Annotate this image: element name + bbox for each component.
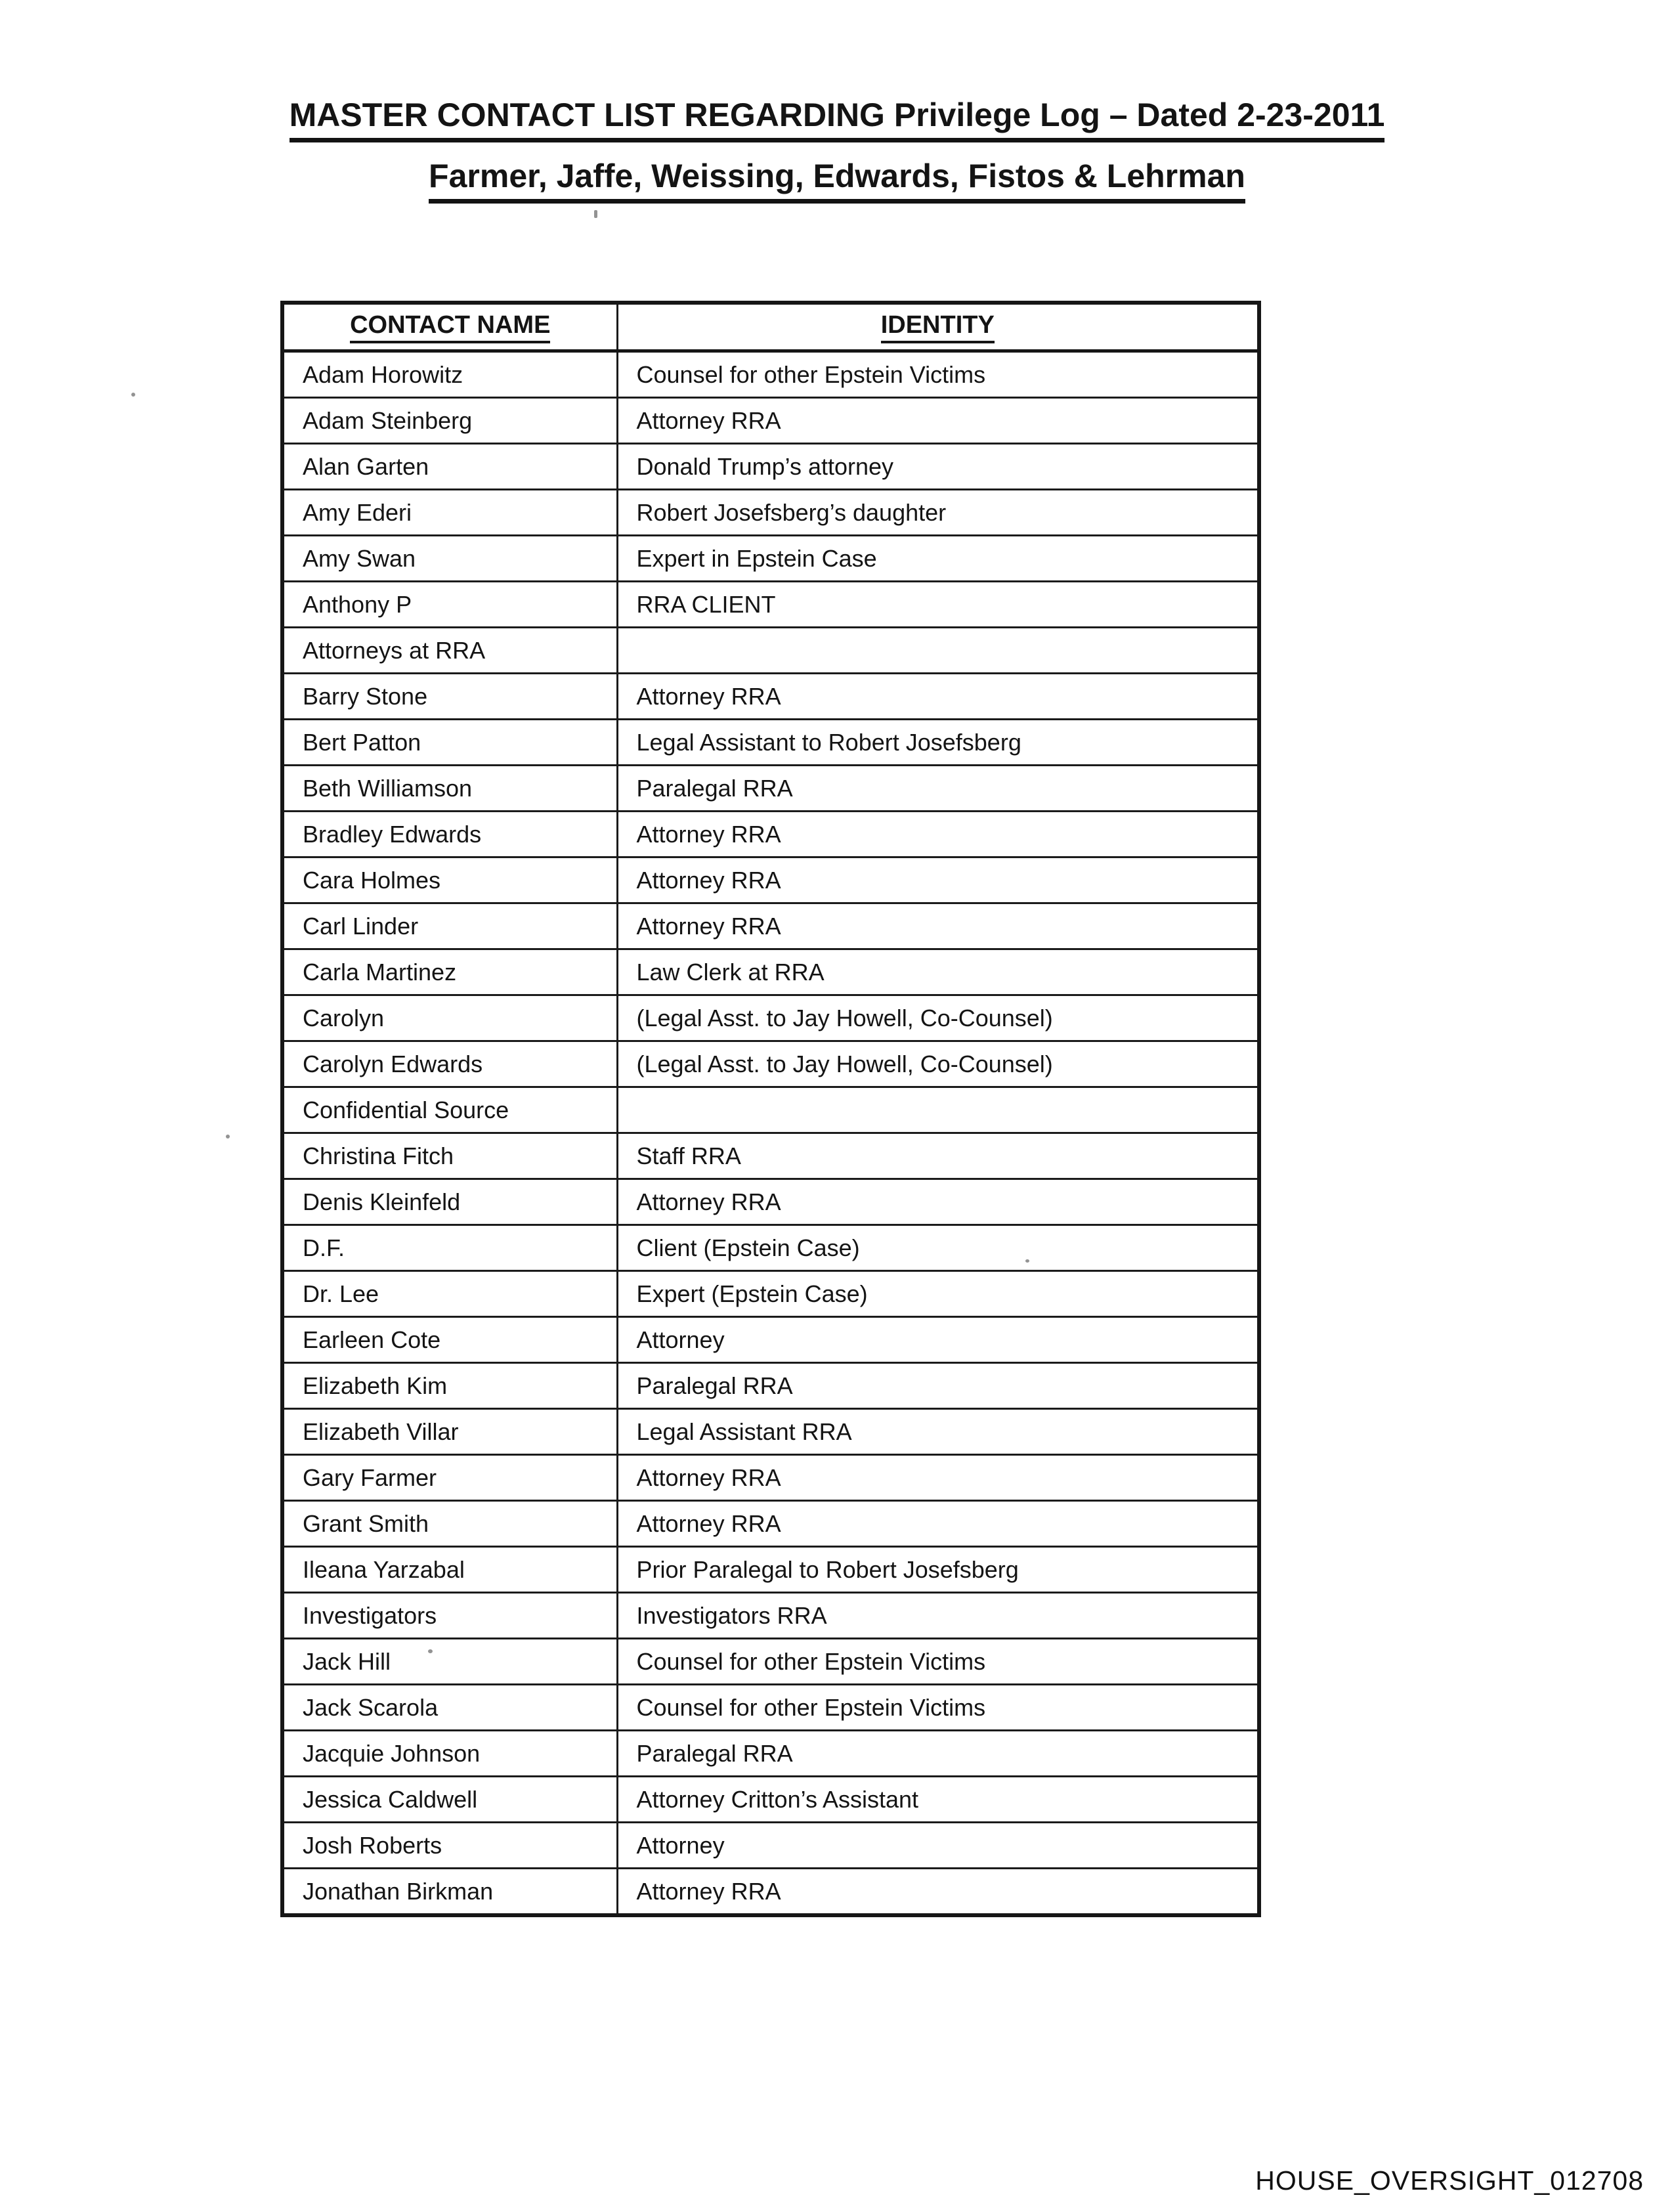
contact-name-cell: Cara Holmes: [282, 857, 617, 903]
contact-name-cell: Elizabeth Kim: [282, 1363, 617, 1409]
table-row: [282, 1317, 1259, 1363]
contact-name-cell: Jessica Caldwell: [282, 1777, 617, 1823]
identity-cell: Donald Trump’s attorney: [617, 444, 1259, 490]
table-row: [282, 1593, 1259, 1639]
page-title-line1: MASTER CONTACT LIST REGARDING Privilege Log – Dated 2-23-2011: [0, 96, 1674, 142]
identity-cell: Attorney RRA: [617, 1455, 1259, 1501]
table-row: [282, 1731, 1259, 1777]
identity-cell: Client (Epstein Case): [617, 1225, 1259, 1271]
identity-cell: (Legal Asst. to Jay Howell, Co-Counsel): [617, 1041, 1259, 1087]
identity-cell: Staff RRA: [617, 1133, 1259, 1179]
contact-name-cell: Amy Swan: [282, 536, 617, 582]
table-row: [282, 490, 1259, 536]
identity-cell: Law Clerk at RRA: [617, 949, 1259, 995]
table-row: [282, 398, 1259, 444]
identity-cell: Attorney RRA: [617, 1869, 1259, 1916]
identity-cell: RRA CLIENT: [617, 582, 1259, 628]
identity-cell: Paralegal RRA: [617, 1731, 1259, 1777]
contact-name-cell: Carolyn Edwards: [282, 1041, 617, 1087]
table-row: [282, 1087, 1259, 1133]
contact-name-cell: Jonathan Birkman: [282, 1869, 617, 1916]
identity-cell: Attorney: [617, 1823, 1259, 1869]
table-row: [282, 1869, 1259, 1916]
table-row: [282, 1547, 1259, 1593]
table-row: [282, 1639, 1259, 1685]
contact-name-cell: Earleen Cote: [282, 1317, 617, 1363]
identity-cell: Legal Assistant to Robert Josefsberg: [617, 720, 1259, 766]
identity-cell: Expert in Epstein Case: [617, 536, 1259, 582]
table-row: [282, 720, 1259, 766]
table-row: [282, 1271, 1259, 1317]
contact-name-cell: Carolyn: [282, 995, 617, 1041]
contact-name-cell: Bradley Edwards: [282, 812, 617, 857]
contact-name-cell: Adam Steinberg: [282, 398, 617, 444]
table-row: [282, 1777, 1259, 1823]
contact-name-cell: Jack Hill: [282, 1639, 617, 1685]
identity-cell: Prior Paralegal to Robert Josefsberg: [617, 1547, 1259, 1593]
identity-cell: Attorney: [617, 1317, 1259, 1363]
identity-cell: [617, 628, 1259, 674]
table-row: [282, 1409, 1259, 1455]
scan-speck: [428, 1649, 433, 1653]
scan-speck: [226, 1135, 230, 1139]
identity-cell: (Legal Asst. to Jay Howell, Co-Counsel): [617, 995, 1259, 1041]
identity-cell: [617, 1087, 1259, 1133]
table-row: [282, 812, 1259, 857]
contact-name-cell: Denis Kleinfeld: [282, 1179, 617, 1225]
table-row: [282, 1133, 1259, 1179]
identity-cell: Attorney RRA: [617, 1179, 1259, 1225]
contact-name-cell: Barry Stone: [282, 674, 617, 720]
contact-name-cell: Amy Ederi: [282, 490, 617, 536]
table-row: [282, 628, 1259, 674]
contact-name-cell: Ileana Yarzabal: [282, 1547, 617, 1593]
identity-cell: Counsel for other Epstein Victims: [617, 351, 1259, 398]
identity-cell: Counsel for other Epstein Victims: [617, 1639, 1259, 1685]
header-cell-contact-name: CONTACT NAME: [282, 303, 617, 351]
scan-speck: [131, 393, 135, 397]
identity-cell: Investigators RRA: [617, 1593, 1259, 1639]
contact-name-cell: Confidential Source: [282, 1087, 617, 1133]
identity-cell: Expert (Epstein Case): [617, 1271, 1259, 1317]
table-row: [282, 1685, 1259, 1731]
contact-name-cell: Carl Linder: [282, 903, 617, 949]
contact-name-cell: Bert Patton: [282, 720, 617, 766]
contact-name-cell: Alan Garten: [282, 444, 617, 490]
contact-name-cell: D.F.: [282, 1225, 617, 1271]
contact-name-cell: Investigators: [282, 1593, 617, 1639]
header-cell-identity: IDENTITY: [617, 303, 1259, 351]
contact-name-cell: Adam Horowitz: [282, 351, 617, 398]
identity-cell: Attorney RRA: [617, 903, 1259, 949]
identity-cell: Robert Josefsberg’s daughter: [617, 490, 1259, 536]
contact-name-cell: Carla Martinez: [282, 949, 617, 995]
bates-number: HOUSE_OVERSIGHT_012708: [1255, 2165, 1644, 2196]
contact-name-cell: Attorneys at RRA: [282, 628, 617, 674]
table-row: [282, 1179, 1259, 1225]
contact-name-cell: Anthony P: [282, 582, 617, 628]
page-title-line2: Farmer, Jaffe, Weissing, Edwards, Fistos & Lehrman: [0, 157, 1674, 204]
identity-cell: Legal Assistant RRA: [617, 1409, 1259, 1455]
table-row: [282, 351, 1259, 398]
table-row: [282, 582, 1259, 628]
table-row: [282, 857, 1259, 903]
table-row: [282, 903, 1259, 949]
table-row: [282, 1501, 1259, 1547]
identity-cell: Attorney RRA: [617, 398, 1259, 444]
table-row: [282, 1041, 1259, 1087]
table-row: [282, 674, 1259, 720]
contacts-table: [280, 301, 1261, 1917]
contact-name-cell: Christina Fitch: [282, 1133, 617, 1179]
table-row: [282, 1225, 1259, 1271]
contact-name-cell: Dr. Lee: [282, 1271, 617, 1317]
scan-speck: [1025, 1259, 1029, 1263]
table-row: [282, 949, 1259, 995]
table-row: [282, 536, 1259, 582]
contact-name-cell: Beth Williamson: [282, 766, 617, 812]
table-row: [282, 1823, 1259, 1869]
identity-cell: Paralegal RRA: [617, 1363, 1259, 1409]
identity-cell: Attorney RRA: [617, 1501, 1259, 1547]
table-row: [282, 1455, 1259, 1501]
contact-name-cell: Josh Roberts: [282, 1823, 617, 1869]
contact-name-cell: Jacquie Johnson: [282, 1731, 617, 1777]
document-title: [0, 96, 1674, 204]
identity-cell: Attorney RRA: [617, 857, 1259, 903]
scan-speck: [594, 210, 597, 218]
identity-cell: Attorney RRA: [617, 812, 1259, 857]
table-row: [282, 1363, 1259, 1409]
contact-name-cell: Jack Scarola: [282, 1685, 617, 1731]
identity-cell: Paralegal RRA: [617, 766, 1259, 812]
table-row: [282, 995, 1259, 1041]
identity-cell: Attorney RRA: [617, 674, 1259, 720]
table-row: [282, 766, 1259, 812]
table-body: [282, 351, 1259, 1916]
identity-cell: Counsel for other Epstein Victims: [617, 1685, 1259, 1731]
contact-name-cell: Gary Farmer: [282, 1455, 617, 1501]
table-row: [282, 444, 1259, 490]
table-header-row: [282, 303, 1259, 351]
identity-cell: Attorney Critton’s Assistant: [617, 1777, 1259, 1823]
contact-name-cell: Grant Smith: [282, 1501, 617, 1547]
contact-name-cell: Elizabeth Villar: [282, 1409, 617, 1455]
